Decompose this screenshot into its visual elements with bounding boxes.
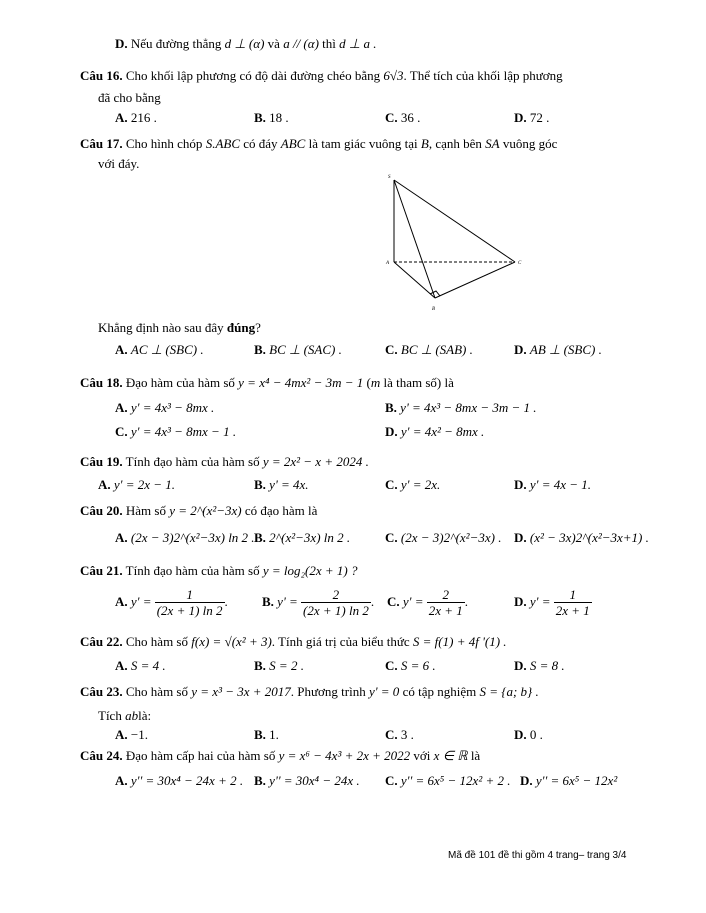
q20-option-d[interactable]: D. (x² − 3x)2^(x²−3x+1) . xyxy=(514,530,649,545)
q21-option-c[interactable]: C. y' = $\frac{2}{2x + 1}$ . xyxy=(387,587,469,618)
fraction: $\frac{2}{(2x + 1) \ln 2}$ xyxy=(303,587,369,618)
q22-option-b[interactable]: B. S = 2 . xyxy=(254,658,304,673)
q18-option-b[interactable]: B. y' = 4x³ − 8mx − 3m − 1 . xyxy=(385,400,537,415)
q20-option-b[interactable]: B. 2^(x²−3x) ln 2 . xyxy=(254,530,351,545)
q19-option-b[interactable]: B. y' = 4x. xyxy=(254,477,309,492)
question-number: Câu 20. xyxy=(80,503,123,518)
fraction: $\frac{2}{2x + 1}$ xyxy=(428,587,463,618)
question-number: Câu 24. xyxy=(80,748,123,763)
label-c: C xyxy=(518,261,522,266)
q20-option-a[interactable]: A. (2x − 3)2^(x²−3x) ln 2 . xyxy=(115,530,255,545)
fraction: $\frac{1}{(2x + 1) \ln 2}$ xyxy=(156,587,223,618)
question-22: Câu 22. Cho hàm số f(x) = √(x² + 3). Tính giá trị của biểu thức S = f(1) + 4f '(1) . xyxy=(80,634,507,649)
q22-option-d[interactable]: D. S = 8 . xyxy=(514,658,565,673)
question-23: Câu 23. Cho hàm số y = x³ − 3x + 2017. Phương trình y' = 0 có tập nghiệm S = {a; b} . xyxy=(80,684,539,699)
q23-option-d[interactable]: D. 0 . xyxy=(514,727,543,742)
page-footer: Mã đề 101 đề thi gồm 4 trang– trang 3/4 xyxy=(448,850,627,861)
q22-option-c[interactable]: C. S = 6 . xyxy=(385,658,436,673)
question-23-line2: Tích ablà: xyxy=(98,708,152,723)
q17-option-a[interactable]: A. AC ⊥ (SBC) . xyxy=(115,342,204,357)
question-18: Câu 18. Đạo hàm của hàm số y = x⁴ − 4mx² − 3m − 1 (m là tham số) là xyxy=(80,375,454,390)
q23-option-c[interactable]: C. 3 . xyxy=(385,727,414,742)
question-16: Câu 16. Cho khối lập phương có độ dài đường chéo bằng 6√3. Thể tích của khối lập phương xyxy=(80,68,563,83)
question-24: Câu 24. Đạo hàm cấp hai của hàm số y = x⁶ − 4x³ + 2x + 2022 với x ∈ ℝ là xyxy=(80,748,481,763)
q24-option-b[interactable]: B. y'' = 30x⁴ − 24x . xyxy=(254,773,360,788)
label-s: S xyxy=(388,175,391,180)
q23-option-a[interactable]: A. −1. xyxy=(115,727,148,742)
question-number: Câu 21. xyxy=(80,563,123,578)
q22-option-a[interactable]: A. S = 4 . xyxy=(115,658,166,673)
question-number: Câu 18. xyxy=(80,375,123,390)
option-d-prev: D. Nếu đường thẳng d ⊥ (α) và a // (α) thì d ⊥ a . xyxy=(115,36,377,51)
option-label: D. xyxy=(115,36,128,51)
q17-option-d[interactable]: D. AB ⊥ (SBC) . xyxy=(514,342,602,357)
q17-option-c[interactable]: C. BC ⊥ (SAB) . xyxy=(385,342,473,357)
question-number: Câu 23. xyxy=(80,684,123,699)
question-17-prompt: Khẳng định nào sau đây đúng? xyxy=(98,320,261,335)
q19-option-a[interactable]: A. y' = 2x − 1. xyxy=(98,477,176,492)
q24-option-d[interactable]: D. y'' = 6x⁵ − 12x² xyxy=(520,773,618,788)
question-19: Câu 19. Tính đạo hàm của hàm số y = 2x² − x + 2024 . xyxy=(80,454,369,469)
q21-option-a[interactable]: A. y' = $\frac{1}{(2x + 1) \ln 2}$ . xyxy=(115,587,228,618)
q18-option-d[interactable]: D. y' = 4x² − 8mx . xyxy=(385,424,485,439)
q16-option-a[interactable]: A. 216 . xyxy=(115,110,157,125)
question-number: Câu 22. xyxy=(80,634,123,649)
q24-option-a[interactable]: A. y'' = 30x⁴ − 24x + 2 . xyxy=(115,773,244,788)
q18-option-a[interactable]: A. y' = 4x³ − 8mx . xyxy=(115,400,215,415)
label-a: A xyxy=(386,261,390,266)
label-b: B xyxy=(432,307,436,312)
q19-option-c[interactable]: C. y' = 2x. xyxy=(385,477,441,492)
question-number: Câu 16. xyxy=(80,68,123,83)
pyramid-figure xyxy=(380,170,530,315)
question-17-line2: với đáy. xyxy=(98,156,140,171)
question-16-line2: đã cho bằng xyxy=(98,90,161,105)
q16-option-b[interactable]: B. 18 . xyxy=(254,110,289,125)
q16-option-d[interactable]: D. 72 . xyxy=(514,110,550,125)
question-number: Câu 17. xyxy=(80,136,123,151)
q18-option-c[interactable]: C. y' = 4x³ − 8mx − 1 . xyxy=(115,424,237,439)
q19-option-d[interactable]: D. y' = 4x − 1. xyxy=(514,477,592,492)
q21-option-b[interactable]: B. y' = $\frac{2}{(2x + 1) \ln 2}$ . xyxy=(262,587,375,618)
question-17: Câu 17. Cho hình chóp S.ABC có đáy ABC là tam giác vuông tại B, cạnh bên SA vuông góc xyxy=(80,136,558,151)
q17-option-b[interactable]: B. BC ⊥ (SAC) . xyxy=(254,342,342,357)
q16-option-c[interactable]: C. 36 . xyxy=(385,110,421,125)
fraction: $\frac{1}{2x + 1}$ xyxy=(555,587,590,618)
q23-option-b[interactable]: B. 1. xyxy=(254,727,279,742)
q21-option-d[interactable]: D. y' = $\frac{1}{2x + 1}$ xyxy=(514,587,590,618)
question-number: Câu 19. xyxy=(80,454,123,469)
question-20: Câu 20. Hàm số y = 2^(x²−3x) có đạo hàm là xyxy=(80,503,318,518)
q20-option-c[interactable]: C. (2x − 3)2^(x²−3x) . xyxy=(385,530,502,545)
q24-option-c[interactable]: C. y'' = 6x⁵ − 12x² + 2 . xyxy=(385,773,511,788)
question-21: Câu 21. Tính đạo hàm của hàm số y = log₂(2x + 1) ? xyxy=(80,563,358,578)
